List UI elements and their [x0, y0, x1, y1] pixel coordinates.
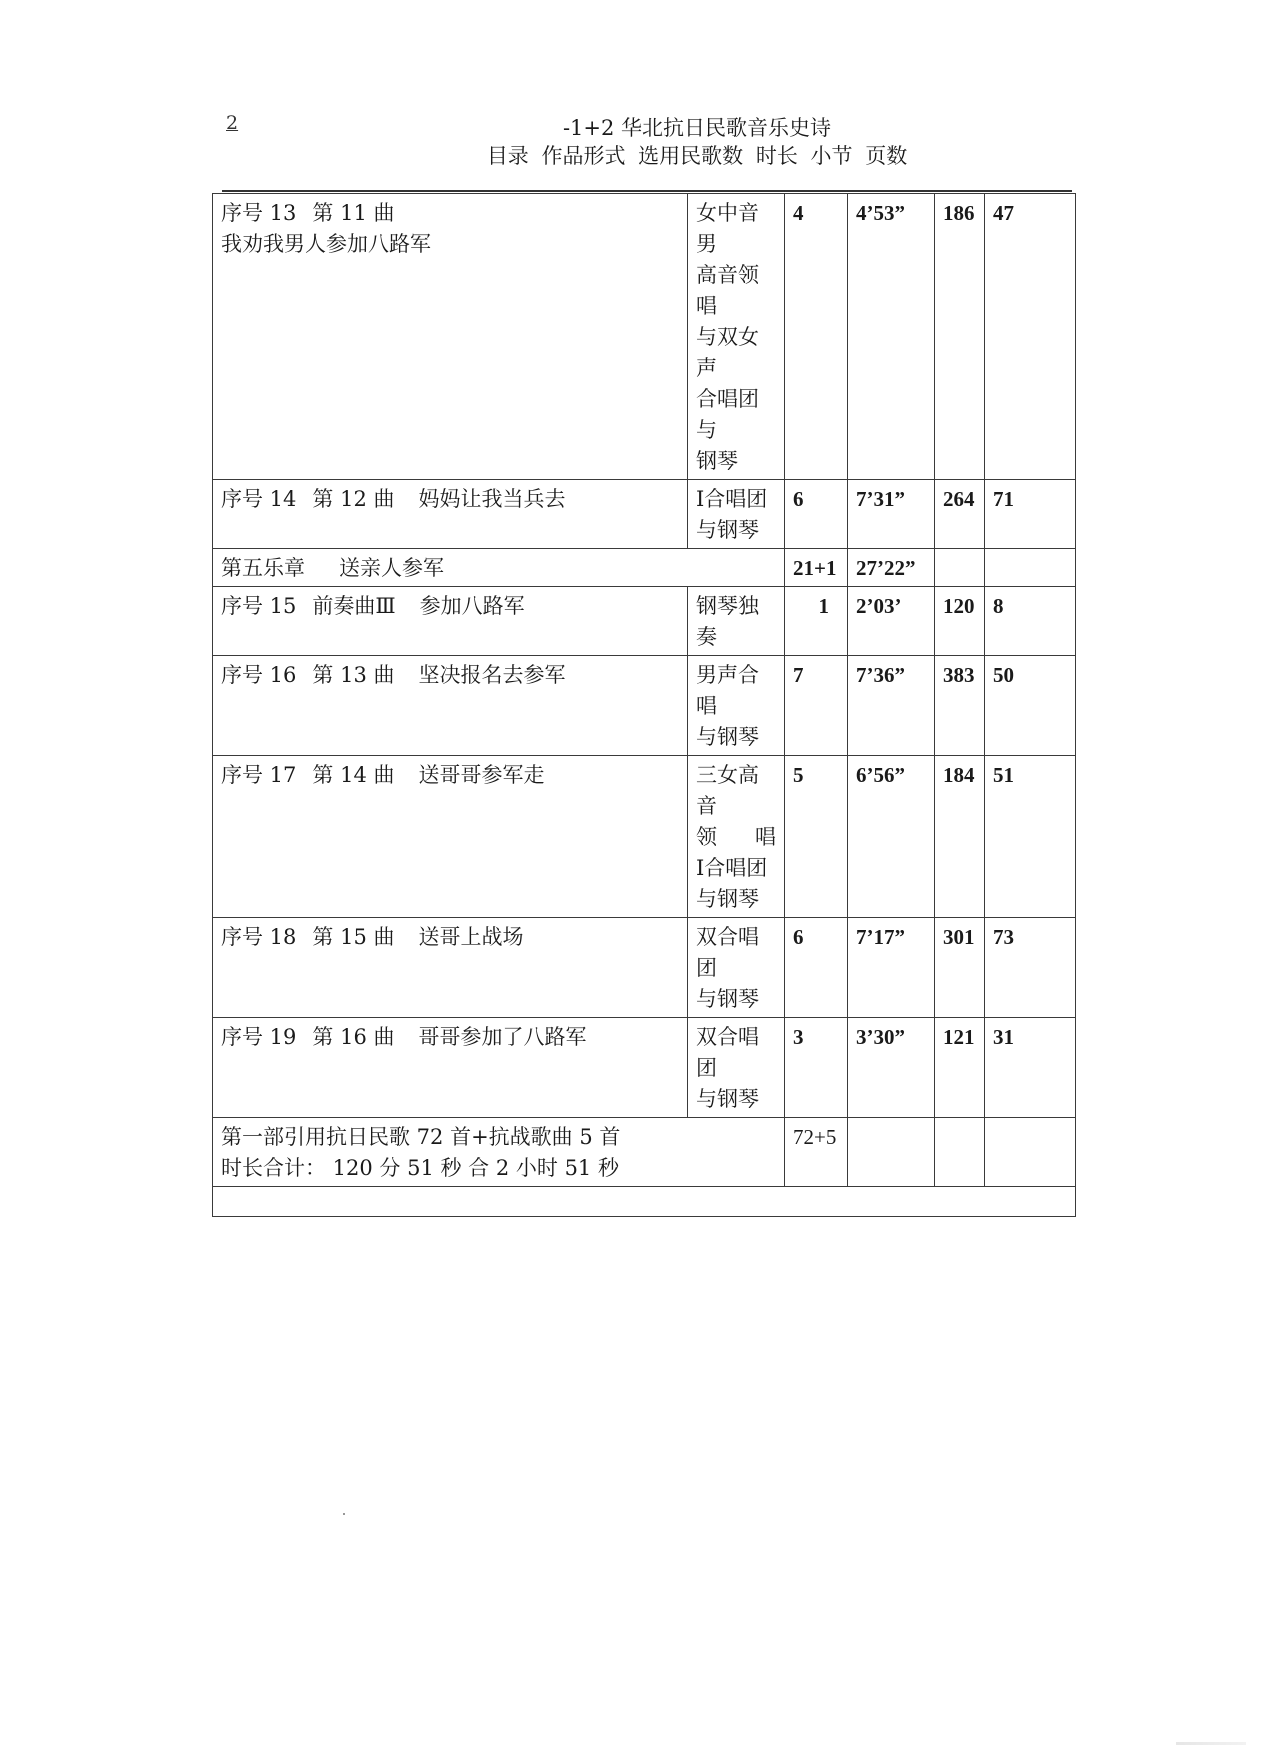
duration-cell: 7’36”: [848, 656, 935, 756]
entry-title-cell: [213, 587, 688, 656]
sequence-number: 序号 15: [221, 594, 297, 618]
pages-cell: 8: [985, 587, 1076, 656]
song-title: 送哥上战场: [418, 925, 524, 949]
top-rule: [222, 190, 1072, 192]
empty-cell: [848, 1118, 935, 1187]
song-title: 哥哥参加了八路军: [418, 1025, 587, 1049]
duration-cell: 7’31”: [848, 480, 935, 549]
pages-cell: [985, 549, 1076, 587]
duration-cell: 27’22”: [848, 549, 935, 587]
piece-number: 前奏曲Ⅲ: [312, 594, 396, 618]
form-line: 与钢琴: [696, 518, 759, 542]
pages-cell: 71: [985, 480, 1076, 549]
songs-count-cell: 6: [785, 918, 848, 1018]
songs-count-cell: 21+1: [785, 549, 848, 587]
piece-number: 第 13 曲: [312, 663, 395, 687]
entry-title-cell: [213, 656, 688, 756]
songs-count-cell: 4: [785, 194, 848, 480]
entry-title-cell: [213, 918, 688, 1018]
bars-cell: 186: [935, 194, 985, 480]
form-line: 双合唱团: [696, 1025, 759, 1080]
entry-title-cell: [213, 1018, 688, 1118]
song-title: 我劝我男人参加八路军: [221, 232, 431, 256]
empty-cell: [985, 1118, 1076, 1187]
form-cell: [688, 1018, 785, 1118]
empty-row: [213, 1187, 1076, 1217]
piece-number: 第 16 曲: [312, 1025, 395, 1049]
piece-number: 第 12 曲: [312, 487, 395, 511]
summary-songs-cell: 72+5: [785, 1118, 848, 1187]
bars-cell: 121: [935, 1018, 985, 1118]
table-row: [213, 656, 1076, 756]
bars-cell: 120: [935, 587, 985, 656]
song-title: 坚决报名去参军: [418, 663, 566, 687]
bars-cell: 184: [935, 756, 985, 918]
contents-table: [212, 193, 1076, 1217]
form-line: 与钢琴: [696, 887, 759, 911]
form-line: Ⅰ合唱团: [696, 487, 768, 511]
bars-cell: 301: [935, 918, 985, 1018]
bars-cell: 264: [935, 480, 985, 549]
form-cell: [688, 656, 785, 756]
form-line: 与钢琴: [696, 1087, 759, 1111]
form-line: 男声合唱: [696, 663, 759, 718]
form-line: Ⅰ合唱团: [696, 856, 768, 880]
movement-heading: [213, 549, 785, 587]
form-line: 女中音男: [696, 201, 759, 256]
sequence-number: 序号 18: [221, 925, 297, 949]
piece-number: 第 11 曲: [312, 201, 395, 225]
entry-title-cell: [213, 756, 688, 918]
table-row: [213, 587, 1076, 656]
pages-cell: 47: [985, 194, 1076, 480]
pages-cell: 73: [985, 918, 1076, 1018]
sequence-number: 序号 14: [221, 487, 297, 511]
songs-count-cell: 3: [785, 1018, 848, 1118]
piece-number: 第 15 曲: [312, 925, 395, 949]
form-line: 与钢琴: [696, 725, 759, 749]
entry-title-cell: [213, 194, 688, 480]
pages-cell: 50: [985, 656, 1076, 756]
form-line: 高音领唱: [696, 263, 759, 318]
form-line: 合唱团与: [696, 387, 759, 442]
table-row: [213, 756, 1076, 918]
pages-cell: 51: [985, 756, 1076, 918]
form-cell: [688, 756, 785, 918]
form-line: 与双女声: [696, 325, 759, 380]
bars-cell: [935, 549, 985, 587]
table-row: [213, 1018, 1076, 1118]
song-title: 参加八路军: [419, 594, 525, 618]
summary-line-songs: 第一部引用抗日民歌 72 首+抗战歌曲 5 首: [221, 1125, 621, 1149]
pages-cell: 31: [985, 1018, 1076, 1118]
songs-count-cell: 5: [785, 756, 848, 918]
summary-cell: [213, 1118, 785, 1187]
duration-cell: 2’03’: [848, 587, 935, 656]
form-cell: [688, 918, 785, 1018]
songs-count-cell: 6: [785, 480, 848, 549]
form-cell: [688, 587, 785, 656]
entry-title-cell: [213, 480, 688, 549]
form-line: 钢琴: [696, 449, 738, 473]
column-headings-line: 目录 作品形式 选用民歌数 时长 小节 页数: [486, 144, 908, 168]
song-title: 送哥哥参军走: [418, 763, 545, 787]
summary-row: [213, 1118, 1076, 1187]
form-line: 三女高音: [696, 763, 759, 818]
document-title: -1+2 华北抗日民歌音乐史诗: [562, 116, 832, 140]
duration-cell: 6’56”: [848, 756, 935, 918]
scan-mark: [1176, 1742, 1246, 1745]
empty-cell: [935, 1118, 985, 1187]
form-line: 双合唱团: [696, 925, 759, 980]
table-row: [213, 480, 1076, 549]
movement-label: 第五乐章: [221, 556, 305, 580]
table-row: [213, 194, 1076, 480]
sequence-number: 序号 19: [221, 1025, 297, 1049]
summary-line-duration: 时长合计： 120 分 51 秒 合 2 小时 51 秒: [221, 1156, 619, 1180]
sequence-number: 序号 13: [221, 201, 297, 225]
contents-table-body: [213, 194, 1076, 1217]
movement-name: 送亲人参军: [339, 556, 444, 580]
sequence-number: 序号 16: [221, 663, 297, 687]
piece-number: 第 14 曲: [312, 763, 395, 787]
form-line: 与钢琴: [696, 987, 759, 1011]
scan-speck: [343, 1513, 345, 1515]
bars-cell: 383: [935, 656, 985, 756]
form-cell: [688, 194, 785, 480]
duration-cell: 4’53”: [848, 194, 935, 480]
songs-count-cell: 1: [785, 587, 848, 656]
sequence-number: 序号 17: [221, 763, 297, 787]
form-line: 钢琴独奏: [696, 594, 759, 649]
form-line: 领 唱: [696, 825, 776, 849]
duration-cell: 7’17”: [848, 918, 935, 1018]
songs-count-cell: 7: [785, 656, 848, 756]
page-number: 2: [226, 112, 239, 134]
empty-cell: [213, 1187, 1076, 1217]
table-row: [213, 918, 1076, 1018]
form-cell: [688, 480, 785, 549]
duration-cell: 3’30”: [848, 1018, 935, 1118]
song-title: 妈妈让我当兵去: [418, 487, 566, 511]
table-row: [213, 549, 1076, 587]
